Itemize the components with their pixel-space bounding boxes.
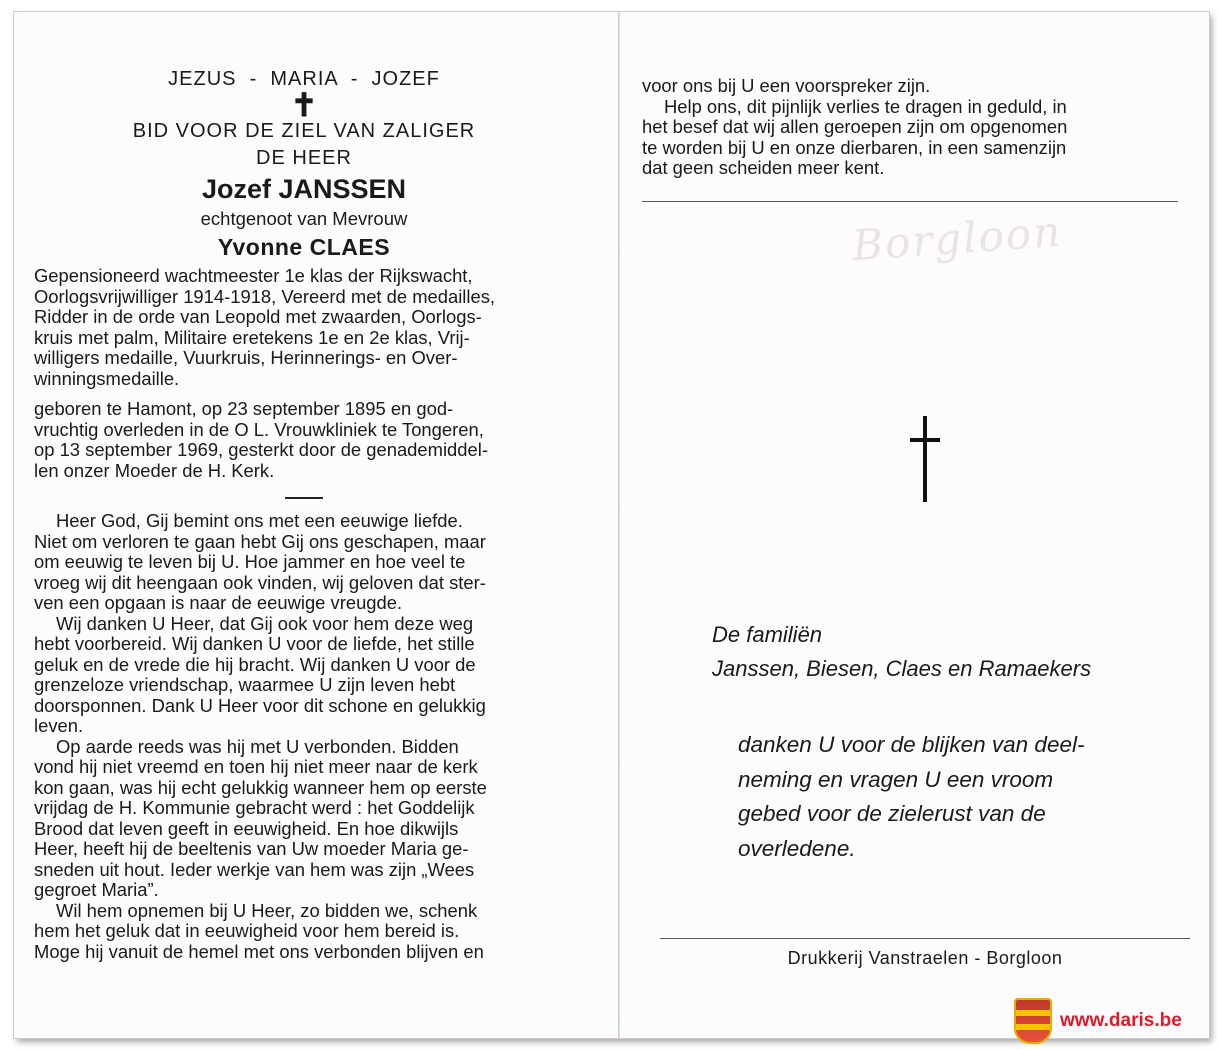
text-line: Op aarde reeds was hij met U verbonden. Bidden [56, 735, 459, 757]
text-line: Wij danken U Heer, dat Gij ook voor hem deze weg [56, 612, 474, 634]
family-block [712, 618, 1182, 686]
text-line: geluk en de vrede die hij bracht. Wij danken U voor de [34, 653, 476, 675]
pencil-note: Borgloon [850, 206, 1064, 271]
text-line: het besef dat wij allen geroepen zijn om opgenomen [642, 116, 1068, 137]
text-line: kon gaan, was hij echt gelukkig wanneer hem op eerste [34, 776, 487, 798]
text-line: Heer, heeft hij de beeltenis van Uw moeder Maria ge- [34, 838, 469, 859]
text-line: Heer God, Gij bemint ons met een eeuwige liefde. [56, 510, 463, 531]
deceased-name: Jozef JANSSEN [201, 174, 407, 204]
divider-bottom [660, 938, 1190, 939]
text-line: leven. [34, 715, 84, 736]
text-line: willigers medaille, Vuurkruis, Herinnerings- en Over- [34, 347, 458, 368]
thanks-block [738, 728, 1190, 866]
text-line: gegroet Maria”. [34, 879, 159, 900]
holy-family-header: JEZUS - MARIA - JOZEF [168, 68, 440, 90]
text-line: geboren te Hamont, op 23 september 1895 en god- [34, 398, 454, 419]
text-line: vruchtig overleden in de O L. Vrouwkliniek te Tongeren, [34, 418, 484, 440]
card-fold [618, 12, 620, 1038]
text-line: Wil hem opnemen bij U Heer, zo bidden we, schenk [56, 899, 478, 921]
prayer-line-2: DE HEER [256, 147, 352, 169]
text-line: op 13 september 1969, gesterkt door de genademiddel- [34, 439, 488, 460]
watermark-url: www.daris.be [1060, 1010, 1182, 1031]
paragraph [34, 614, 574, 737]
cross-icon: ✝ [290, 87, 318, 123]
prayer-line-1: BID VOOR DE ZIEL VAN ZALIGER [132, 120, 476, 142]
text-line: Oorlogsvrijwilliger 1914-1918, Vereerd met de medailles, [34, 285, 496, 307]
family-intro: De familiën [712, 622, 823, 647]
paragraph [34, 901, 574, 963]
text-line: gebed voor de zielerust van de [738, 801, 1046, 826]
text-line: om eeuwig te leven bij U. Hoe jammer en hoe veel te [34, 551, 466, 572]
text-line: grenzeloze vriendschap, waarmee U zijn leven hebt [34, 674, 456, 695]
text-line: len onzer Moeder de H. Kerk. [34, 459, 275, 481]
text-line: sneden uit hout. Ieder werkje van hem was zijn „Wees [34, 858, 475, 880]
text-line: Moge hij vanuit de hemel met ons verbonden blijven en [34, 940, 484, 962]
prayer-text [34, 511, 574, 962]
text-line: overledene. [738, 835, 856, 861]
career-block [34, 266, 574, 389]
text-line: winningsmedaille. [34, 367, 180, 389]
text-line: vond hij niet vreemd en toen hij niet meer naar de kerk [34, 756, 478, 777]
right-panel [642, 75, 1178, 968]
paragraph [34, 511, 574, 614]
text-line: voor ons bij U een voorspreker zijn. [642, 75, 931, 96]
birth-death-block [34, 399, 574, 481]
text-line: danken U voor de blijken van deel- [738, 732, 1085, 757]
coat-of-arms-icon [1014, 998, 1052, 1044]
text-line: hebt voorbereid. Wij danken U voor de liefde, het stille [34, 633, 475, 654]
continuation-block [642, 76, 1178, 179]
paragraph [34, 737, 574, 901]
text-line: neming en vragen U een vroom [738, 766, 1054, 792]
spouse-intro: echtgenoot van Mevrouw [200, 208, 408, 229]
left-panel [34, 64, 574, 962]
text-line: doorsponnen. Dank U Heer voor dit schone en gelukkig [34, 694, 486, 716]
text-line: vroeg wij dit heengaan ook vinden, wij geloven dat ster- [34, 571, 486, 593]
watermark [1012, 996, 1212, 1046]
text-line: te worden bij U en onze dierbaren, in een samenzijn [642, 136, 1067, 158]
text-line: ven een opgaan is naar de eeuwige vreugde. [34, 592, 403, 613]
memorial-card [14, 12, 1209, 1038]
printer-credit: Drukkerij Vanstraelen - Borgloon [787, 948, 1063, 968]
text-line: Ridder in de orde van Leopold met zwaarden, Oorlogs- [34, 306, 482, 327]
text-line: Gepensioneerd wachtmeester 1e klas der Rijkswacht, [34, 265, 473, 286]
text-line: vrijdag de H. Kommunie gebracht werd : het Goddelijk [34, 797, 475, 818]
text-line: Brood dat leven geeft in eeuwigheid. En hoe dikwijls [34, 817, 459, 839]
divider-top [642, 201, 1178, 202]
text-line: Niet om verloren te gaan hebt Gij ons geschapen, maar [34, 530, 486, 552]
cross-icon [910, 416, 940, 502]
separator [285, 497, 323, 499]
family-names: Janssen, Biesen, Claes en Ramaekers [712, 656, 1092, 681]
text-line: dat geen scheiden meer kent. [642, 157, 885, 178]
text-line: hem het geluk dat in eeuwigheid voor hem bereid is. [34, 920, 460, 941]
spouse-name: Yvonne CLAES [217, 234, 391, 260]
text-line: kruis met palm, Militaire eretekens 1e en 2e klas, Vrij- [34, 326, 470, 348]
text-line: Help ons, dit pijnlijk verlies te dragen in geduld, in [664, 95, 1067, 117]
